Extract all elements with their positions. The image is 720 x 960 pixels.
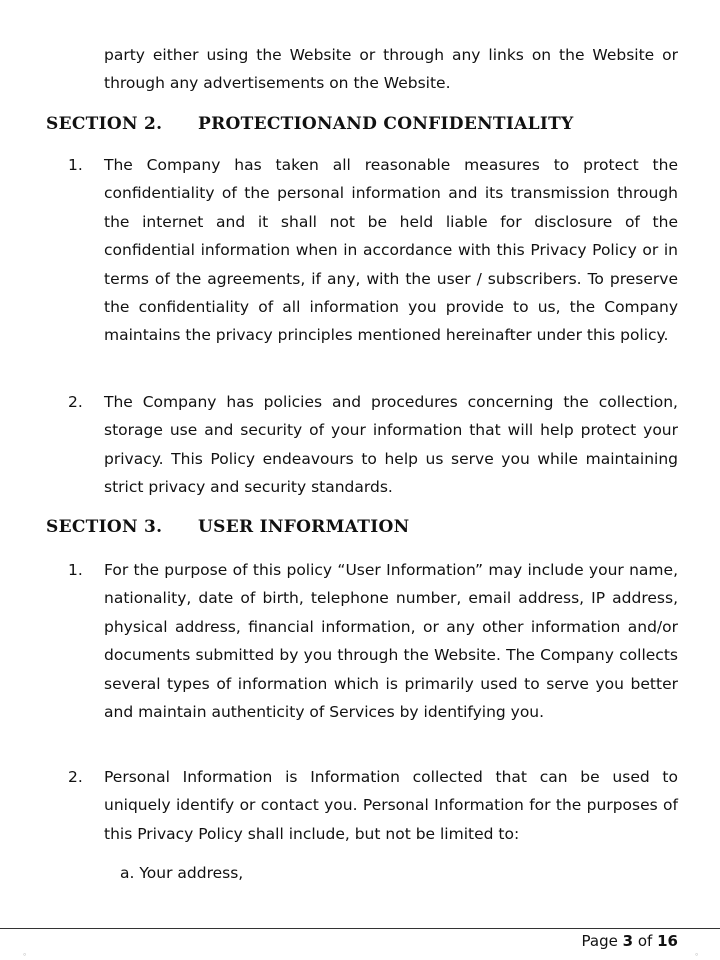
section-3-subitem-a: [120, 859, 243, 887]
section-2-heading: [46, 112, 574, 136]
list-marker: 1.: [68, 156, 83, 174]
current-page-number: 3: [622, 932, 634, 950]
footer-divider: [0, 928, 720, 929]
list-marker: 1.: [68, 561, 83, 579]
page-number-footer: [582, 930, 678, 952]
list-marker: 2.: [68, 393, 83, 411]
list-item-text: The Company has taken all reasonable measures to protect the confidentiality of the personal information and its transmission through the internet and it shall not be held liable for disclosure of the confidential information when in accordance with this Privacy Policy or in terms of the agreements, if any, with the user / subscribers. To preserve the confidentiality of all information you provide to us, the Company maintains the privacy principles mentioned hereinafter under this policy.: [104, 156, 678, 345]
list-item-text: The Company has policies and procedures concerning the collection, storage use and security of your information that will help protect your privacy. This Policy endeavours to help us serve you while maintaining strict privacy and security standards.: [104, 393, 678, 497]
section-3-title: USER INFORMATION: [198, 517, 410, 537]
corner-crop-mark: ∘: [22, 950, 28, 959]
list-marker: 2.: [68, 768, 83, 786]
of-label: of: [637, 932, 653, 950]
sub-list-text: Your address,: [139, 864, 244, 882]
section-3-number: SECTION 3.: [46, 517, 163, 537]
section-2-title: PROTECTIONAND CONFIDENTIALITY: [198, 114, 574, 134]
section-2-number: SECTION 2.: [46, 114, 163, 134]
page-label: Page: [581, 932, 618, 950]
sub-list-marker: a.: [120, 864, 135, 882]
total-pages-number: 16: [657, 932, 678, 950]
corner-crop-mark: ∘: [694, 950, 700, 959]
list-item-text: For the purpose of this policy “User Information” may include your name, nationality, date of birth, telephone number, email address, IP address, physical address, financial information, or any other information and/or documents submitted by you through the Website. The Company collects several types of information which is primarily used to serve you better and maintain authenticity of Services by identifying you.: [104, 561, 678, 722]
section-3-heading: [46, 515, 409, 539]
intro-paragraph: party either using the Website or through any links on the Website or through any advertisements on the Website.: [104, 46, 678, 93]
list-item-text: Personal Information is Information collected that can be used to uniquely identify or contact you. Personal Information for the purposes of this Privacy Policy shall include, but not be limited to:: [104, 768, 678, 843]
